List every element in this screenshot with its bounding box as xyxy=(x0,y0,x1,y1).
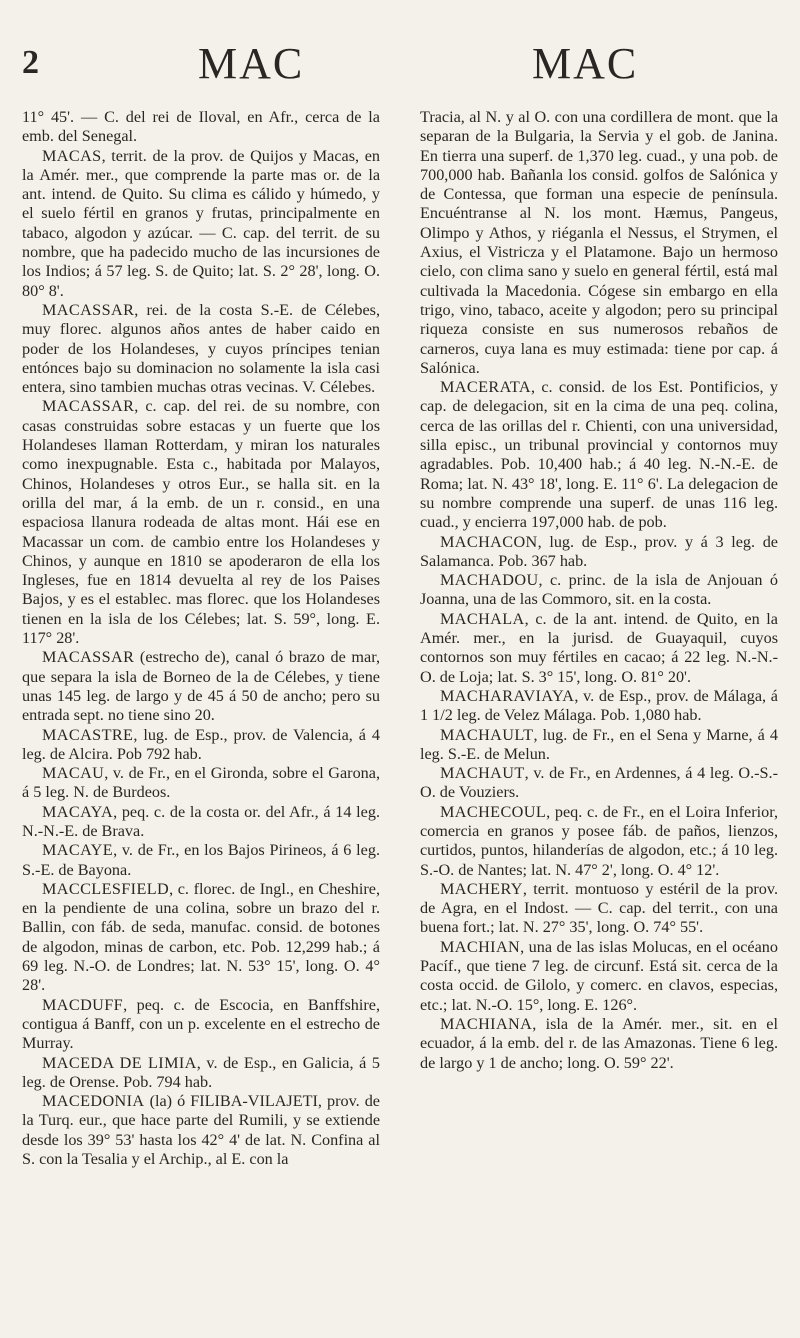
dictionary-entry xyxy=(420,1015,778,1073)
entry-text: , v. de Fr., en Ardennes, á 4 leg. O.-S.-O. de Vouziers. xyxy=(420,764,778,802)
dictionary-entry xyxy=(22,397,380,648)
entry-text: , lug. de Esp., prov. de Valencia, á 4 leg. de Alcira. Pob 792 hab. xyxy=(22,725,380,763)
entry-text: (estrecho de), canal ó brazo de mar, que separa la isla de Borneo de la de Célebes, y tiene unas 145 leg. de largo y de 45 á 50 de ancho; pero su entrada sept. no tiene sino 20. xyxy=(22,648,380,725)
entry-text: , v. de Fr., en el Gironda, sobre el Garona, á 5 leg. N. de Burdeos. xyxy=(22,764,380,802)
entry-headword: MACEDA DE LIMIA xyxy=(42,1053,197,1072)
entry-text: , c. cap. del rei. de su nombre, con casas construidas sobre estacas y un fuerte que los Holandeses llaman Rotterdam, y miran los naturales como inexpugnable. Esta c., habitada por Malayos, Chinos, Holandeses y otros Eur., se halla sit. en la orilla del mar, á la emb. de un r. consid., en una espaciosa llanura rodeada de altas mont. Hái ese en Macassar un com. de cambio entre los Holandeses y Chinos, y aunque en 1810 se apoderaron de ella los Ingleses, fue en 1814 devuelta al rey de los Paises Bajos, y es el establec. mas florec. que los Holandeses tienen en la isla de los Célebes; lat. S. 59°, long. E. 117° 28'. xyxy=(22,397,380,648)
dictionary-entry xyxy=(22,880,380,996)
running-head-right: MAC xyxy=(532,39,639,88)
entry-text: , peq. c. de Escocia, en Banffshire, contigua á Banff, con un p. excelente en el estrecho de Murray. xyxy=(22,995,380,1053)
dictionary-entry xyxy=(22,803,380,842)
entry-headword: MACAU xyxy=(42,764,105,783)
entry-headword: MACHECOUL xyxy=(440,802,547,821)
dictionary-entry xyxy=(420,687,778,726)
dictionary-entry xyxy=(420,571,778,610)
dictionary-entry xyxy=(22,648,380,725)
entry-headword: MACASSAR xyxy=(42,397,135,416)
entry-text: , lug. de Fr., en el Sena y Marne, á 4 leg. S.-E. de Melun. xyxy=(420,725,778,763)
entry-text: 11° 45'. — C. del rei de Iloval, en Afr., cerca de la emb. del Senegal. xyxy=(22,108,380,146)
dictionary-entry xyxy=(420,726,778,765)
dictionary-entry xyxy=(420,803,778,880)
page-number: 2 xyxy=(22,44,39,81)
entry-headword: MACHERY xyxy=(440,879,523,898)
entry-text: , lug. de Esp., prov. y á 3 leg. de Salamanca. Pob. 367 hab. xyxy=(420,532,778,570)
entry-text: , c. florec. de Ingl., en Cheshire, en la pendiente de una colina, sobre un brazo del r. Ballin, con fáb. de seda, manufac. consid. de botones de algodon, minas de carbon, etc. Pob. 12,299 hab.; á 69 leg. N.-O. de Londres; lat. N. 53° 15', long. O. 4° 28'. xyxy=(22,879,380,995)
entry-text: , peq. c. de Fr., en el Loira Inferior, comercia en granos y posee fáb. de paños, lienzos, curtidos, puntos, hilanderías de algodon, etc.; á 10 leg. S.-O. de Nantes; lat. N. 47° 2', long. O. 4° 12'. xyxy=(420,802,778,879)
entry-headword: MACHAUT xyxy=(440,764,525,783)
dictionary-entry xyxy=(22,1054,380,1093)
dictionary-entry xyxy=(22,1092,380,1169)
page-header xyxy=(0,0,800,88)
entry-text: , rei. de la costa S.-E. de Célebes, muy florec. algunos años antes de haber caido en poder de los Holandeses, y cuyos príncipes tenian entónces bajo su dominacion no solamente la isla casi entera, sino tambien muchas otras vecinas. V. Célebes. xyxy=(22,300,380,397)
dictionary-entry xyxy=(420,938,778,1015)
entry-headword: MACHARAVIAYA xyxy=(440,686,575,705)
dictionary-entry xyxy=(22,764,380,803)
dictionary-entry xyxy=(420,108,778,378)
entry-text: , c. de la ant. intend. de Quito, en la Amér. mer., en la jurisd. de Guayaquil, cuyos contornos son muy fértiles en cacao; á 22 leg. N.-N.-O. de Loja; lat. S. 3° 15', long. O. 81° 20'. xyxy=(420,609,778,686)
dictionary-entry xyxy=(22,147,380,301)
entry-headword: MACASSAR xyxy=(42,300,135,319)
entry-text: , territ. de la prov. de Quijos y Macas, en la Amér. mer., que comprende la parte mas or. de la ant. intend. de Quito. Su clima es cálido y húmedo, y el suelo fértil en granos y frutas, principalmente en tabaco, algodon y azúcar. — C. cap. del territ. de su nombre, que ha padecido mucho de las incursiones de los Indios; á 57 leg. S. de Quito; lat. S. 2° 28', long. O. 80° 8'. xyxy=(22,146,380,300)
entry-headword: MACHADOU xyxy=(440,571,539,590)
dictionary-entry xyxy=(22,108,380,147)
entry-headword: MACEDONIA xyxy=(42,1092,145,1111)
entry-text: , v. de Esp., en Galicia, á 5 leg. de Orense. Pob. 794 hab. xyxy=(22,1053,380,1091)
running-head-left: MAC xyxy=(198,39,305,88)
entry-headword: MACASSAR xyxy=(42,648,135,667)
entry-text: , una de las islas Molucas, en el océano Pacíf., que tiene 7 leg. de circunf. Está sit. cerca de la costa occid. de Gilolo, y comerc. en clavos, especias, etc.; lat. N.-O. 15°, long. E. 126°. xyxy=(420,937,778,1014)
left-column xyxy=(22,108,380,1169)
dictionary-entry xyxy=(420,378,778,532)
entry-text: (la) ó FILIBA-VILAJETI, prov. de la Turq. eur., que hace parte del Rumili, y se extiende desde los 39° 53' hasta los 42° 4' de lat. N. Confina al S. con la Tesalia y el Archip., al E. con la xyxy=(22,1092,380,1169)
entry-text: Tracia, al N. y al O. con una cordillera de mont. que la separan de la Bulgaria, la Servia y el gob. de Janina. En tierra una superf. de 1,370 leg. cuad., y una pob. de 700,000 hab. Bañanla los consid. golfos de Salónica y de Contessa, que forman una especie de península. Encuéntranse al N. los mont. Hæmus, Pangeus, Olimpo y Athos, y riéganla el Nessus, el Strymen, el Axius, el Vistricza y el Platamone. Bajo un hermoso cielo, con clima sano y suelo en general fértil, está mal cultivada la Macedonia. Cógese sin embargo en ella trigo, vino, tabaco, aceite y algodon; pero su principal riqueza consiste en sus numerosos rebaños de carneros, cuya lana es muy estimada: tiene por cap. á Salónica. xyxy=(420,108,778,377)
entry-headword: MACERATA xyxy=(440,378,531,397)
entry-text: , c. princ. de la isla de Anjouan ó Joanna, una de las Commoro, sit. en la costa. xyxy=(420,571,778,609)
entry-text: , peq. c. de la costa or. del Afr., á 14 leg. N.-N.-E. de Brava. xyxy=(22,802,380,840)
entry-headword: MACDUFF xyxy=(42,995,124,1014)
dictionary-entry xyxy=(22,301,380,397)
entry-headword: MACASTRE xyxy=(42,725,134,744)
entry-headword: MACHIANA xyxy=(440,1014,533,1033)
dictionary-entry xyxy=(420,880,778,938)
dictionary-entry xyxy=(22,841,380,880)
entry-headword: MACHIAN xyxy=(440,937,521,956)
entry-headword: MACHALA xyxy=(440,609,525,628)
entry-headword: MACHACON xyxy=(440,532,538,551)
right-column xyxy=(420,108,778,1073)
entry-text: , isla de la Amér. mer., sit. en el ecuador, á la emb. del r. de las Amazonas. Tiene 6 leg. de largo y 1 de ancho; long. O. 59° 22'. xyxy=(420,1014,778,1072)
entry-text: , territ. montuoso y estéril de la prov. de Agra, en el Indost. — C. cap. del territ., con una buena fort.; lat. N. 27° 35', long. O. 74° 55'. xyxy=(420,879,778,937)
entry-headword: MACAS xyxy=(42,146,102,165)
entry-text: , v. de Fr., en los Bajos Pirineos, á 6 leg. S.-E. de Bayona. xyxy=(22,841,380,879)
dictionary-entry xyxy=(420,610,778,687)
dictionary-entry xyxy=(22,996,380,1054)
entry-text: , v. de Esp., prov. de Málaga, á 1 1/2 leg. de Velez Málaga. Pob. 1,080 hab. xyxy=(420,686,778,725)
dictionary-entry xyxy=(420,533,778,572)
entry-headword: MACHAULT xyxy=(440,725,534,744)
dictionary-entry xyxy=(22,726,380,765)
entry-text: , c. consid. de los Est. Pontificios, y cap. de delegacion, sit en la cima de una peq. colina, cerca de las orillas del r. Chienti, con una universidad, silla episc., un tribunal provincial y contornos muy agradables. Pob. 10,400 hab.; á 40 leg. N.-N.-E. de Roma; lat. N. 43° 18', long. E. 11° 6'. La delegacion de su nombre comprende una superf. de unas 116 leg. cuad., y encierra 197,000 hab. de pob. xyxy=(420,378,778,532)
entry-headword: MACCLESFIELD xyxy=(42,879,170,898)
entry-headword: MACAYE xyxy=(42,841,114,860)
dictionary-entry xyxy=(420,764,778,803)
entry-headword: MACAYA xyxy=(42,802,114,821)
